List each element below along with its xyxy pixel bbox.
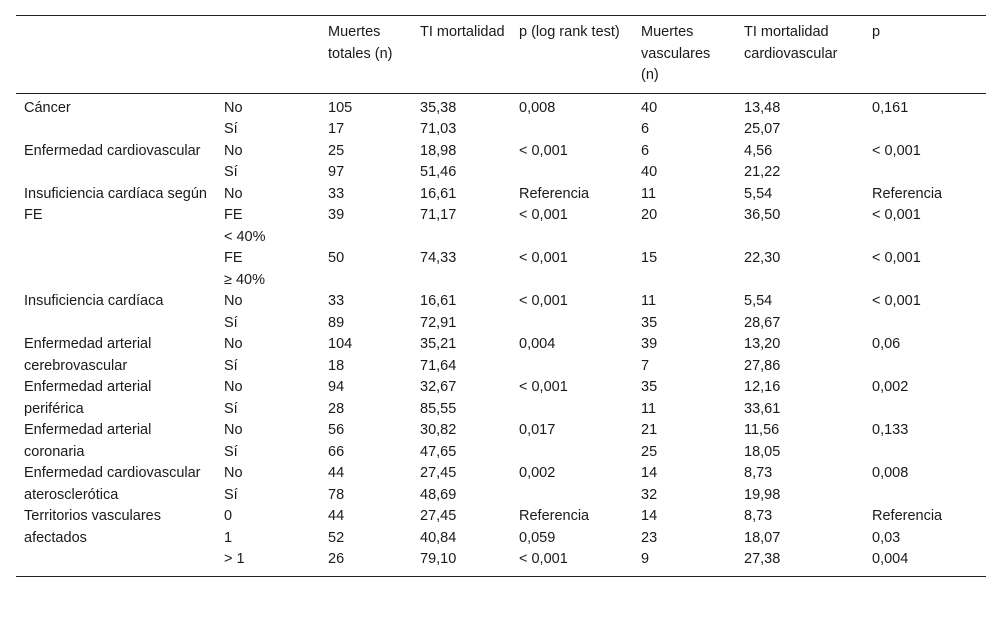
table-cell: < 0,001 (519, 207, 568, 223)
table-cell: 5,54 (744, 185, 773, 202)
column-header: TI mortalidad cardiovascular (744, 24, 838, 62)
table-cell (511, 356, 633, 378)
table-cell: Referencia (519, 185, 590, 202)
table-cell: 27,45 (420, 508, 457, 524)
table-row (16, 291, 986, 313)
category-cell: No (224, 142, 243, 159)
table-cell (864, 399, 986, 421)
table-cell: 105 (328, 99, 353, 116)
table-cell: 104 (328, 336, 353, 352)
table-cell (511, 485, 633, 507)
table-cell: 89 (328, 314, 345, 331)
category-cell: No (224, 185, 243, 202)
table-cell: 74,33 (420, 250, 457, 266)
table-cell: 11,56 (744, 422, 780, 438)
table-cell: 78 (328, 486, 345, 503)
table-cell: < 0,001 (872, 142, 921, 159)
table-cell (864, 162, 986, 184)
category-cell: FE < 40% (224, 207, 266, 245)
category-cell: No (224, 465, 243, 481)
table-cell: 25 (328, 142, 345, 159)
category-cell: Sí (224, 400, 238, 417)
category-cell: Sí (224, 443, 238, 460)
table-cell (511, 399, 633, 421)
table-header (16, 16, 986, 94)
table-cell: 11 (641, 293, 657, 309)
category-cell: 1 (224, 529, 233, 546)
category-cell: > 1 (224, 551, 245, 567)
table-cell: 85,55 (420, 400, 457, 417)
category-cell: Sí (224, 486, 238, 503)
table-cell: 97 (328, 164, 345, 180)
table-cell: 33 (328, 185, 345, 202)
table-cell: 4,56 (744, 142, 773, 159)
table-cell: 48,69 (420, 486, 457, 503)
table-cell: 0,002 (872, 379, 909, 395)
table-cell (511, 442, 633, 464)
table-cell: 27,45 (420, 465, 457, 481)
table-cell: 72,91 (420, 314, 457, 331)
table-cell (864, 485, 986, 507)
row-label: Enfermedad arterial cerebrovascular (24, 336, 152, 374)
table-cell: < 0,001 (519, 142, 568, 159)
table-cell: 79,10 (420, 551, 457, 567)
table-cell: 66 (328, 443, 345, 460)
column-header (16, 16, 216, 94)
table-cell: 8,73 (744, 465, 773, 481)
row-label: Enfermedad arterial periférica (24, 379, 152, 417)
table-cell: 0,008 (872, 465, 909, 481)
table-cell: 7 (641, 357, 650, 374)
table-cell: 14 (641, 508, 658, 524)
category-cell: No (224, 379, 243, 395)
table-cell: 44 (328, 508, 345, 524)
column-header (216, 16, 320, 94)
table-cell: 18,07 (744, 529, 781, 546)
table-cell: 0,03 (872, 529, 901, 546)
table-cell: 28,67 (744, 314, 781, 331)
category-cell: Sí (224, 164, 238, 180)
table-cell: 0,008 (519, 99, 556, 116)
table-cell (864, 356, 986, 378)
column-header: p (log rank test) (519, 24, 620, 40)
table-row (16, 506, 986, 528)
table-cell: 40 (641, 164, 658, 180)
table-cell: 12,16 (744, 379, 781, 395)
category-cell: No (224, 99, 243, 116)
mortality-table (16, 15, 986, 577)
table-cell: 94 (328, 379, 345, 395)
table-cell: 52 (328, 529, 345, 546)
table-cell: 15 (641, 250, 658, 266)
table-row (16, 93, 986, 119)
table-cell: 13,48 (744, 99, 781, 116)
table-cell: 40 (641, 99, 658, 116)
table-cell: 18 (328, 357, 345, 374)
table-cell: 0,017 (519, 422, 556, 438)
table-cell: 56 (328, 422, 345, 438)
table-cell: < 0,001 (872, 207, 921, 223)
table-cell: 16,61 (420, 185, 457, 202)
table-cell: 20 (641, 207, 658, 223)
column-header: Muertes vasculares (n) (641, 24, 711, 83)
table-cell: < 0,001 (519, 250, 568, 266)
category-cell: 0 (224, 508, 233, 524)
table-cell: 39 (641, 336, 658, 352)
table-cell: 35 (641, 379, 658, 395)
column-header: Muertes totales (n) (328, 24, 393, 62)
table-row (16, 377, 986, 399)
table-cell: 35,38 (420, 99, 457, 116)
table-cell (511, 162, 633, 184)
table-cell: 22,30 (744, 250, 781, 266)
table-cell: Referencia (872, 185, 943, 202)
row-label: Territorios vasculares afectados (24, 508, 161, 546)
table-cell: 39 (328, 207, 345, 223)
table-cell: Referencia (872, 508, 943, 524)
table-row (16, 141, 986, 163)
category-cell: No (224, 336, 243, 352)
table-row (16, 184, 986, 206)
table-cell: 17 (328, 121, 345, 137)
table-cell: 44 (328, 465, 345, 481)
table-cell: 9 (641, 551, 650, 567)
table-cell: 35 (641, 314, 658, 331)
table-cell: 0,06 (872, 336, 901, 352)
table-cell (864, 313, 986, 335)
table-cell: 0,161 (872, 99, 909, 116)
table-cell: 33,61 (744, 400, 781, 417)
table-cell: 50 (328, 250, 345, 266)
table-cell: 8,73 (744, 508, 773, 524)
table-cell (511, 119, 633, 141)
table-cell: 18,98 (420, 142, 457, 159)
table-cell (864, 442, 986, 464)
column-header: TI mortalidad (420, 24, 505, 40)
table-cell: 47,65 (420, 443, 457, 460)
table-cell: 11 (641, 400, 657, 417)
row-label: Insuficiencia cardíaca según FE (24, 185, 207, 223)
category-cell: Sí (224, 357, 238, 374)
row-label: Enfermedad cardiovascular aterosclerótica (24, 465, 201, 503)
table-cell: 32 (641, 486, 658, 503)
table-cell: 32,67 (420, 379, 457, 395)
table-cell (511, 313, 633, 335)
category-cell: No (224, 422, 243, 438)
table-cell: 30,82 (420, 422, 457, 438)
row-label: Enfermedad arterial coronaria (24, 422, 152, 460)
category-cell: Sí (224, 314, 238, 331)
table-cell: < 0,001 (872, 293, 921, 309)
table-cell: 14 (641, 465, 658, 481)
table-row (16, 463, 986, 485)
table-cell: 21 (641, 422, 658, 438)
table-cell: 33 (328, 293, 345, 309)
table-cell: Referencia (519, 508, 590, 524)
table-cell: 13,20 (744, 336, 781, 352)
column-header: p (872, 24, 881, 40)
table-cell: 5,54 (744, 293, 773, 309)
table-cell: 18,05 (744, 443, 781, 460)
table-cell: 0,002 (519, 465, 556, 481)
table-cell: 0,004 (872, 551, 909, 567)
table-cell: 16,61 (420, 293, 457, 309)
table-cell: 36,50 (744, 207, 781, 223)
table-cell: 71,64 (420, 357, 457, 374)
table-cell: 25 (641, 443, 658, 460)
table-cell: 11 (641, 185, 657, 202)
table-row (16, 420, 986, 442)
table-cell: 19,98 (744, 486, 781, 503)
table-cell: 0,059 (519, 529, 556, 546)
table-cell: < 0,001 (519, 379, 568, 395)
table-cell: 0,004 (519, 336, 556, 352)
table-cell: 6 (641, 142, 650, 159)
table-cell: 71,03 (420, 121, 457, 137)
table-cell: 6 (641, 121, 650, 137)
table-cell: 27,38 (744, 551, 781, 567)
table-cell: 27,86 (744, 357, 781, 374)
table-cell: 21,22 (744, 164, 781, 180)
table-cell: < 0,001 (519, 293, 568, 309)
row-label: Enfermedad cardiovascular (24, 142, 201, 159)
table-row (16, 334, 986, 356)
table-cell: 35,21 (420, 336, 457, 352)
table-cell: 51,46 (420, 164, 457, 180)
table-cell: 0,133 (872, 422, 909, 438)
row-label: Cáncer (24, 99, 71, 116)
table-cell: 71,17 (420, 207, 457, 223)
table-cell: 40,84 (420, 529, 457, 546)
table-cell: 25,07 (744, 121, 781, 137)
table-cell: 26 (328, 551, 345, 567)
table-cell: 23 (641, 529, 658, 546)
category-cell: Sí (224, 121, 238, 137)
table-cell (864, 119, 986, 141)
header-row (16, 16, 986, 94)
category-cell: FE ≥ 40% (224, 250, 266, 288)
table-cell: 28 (328, 400, 345, 417)
table-cell: < 0,001 (519, 551, 568, 567)
row-label: Insuficiencia cardíaca (24, 293, 164, 309)
table-cell: < 0,001 (872, 250, 921, 266)
table-body (16, 93, 986, 576)
category-cell: No (224, 293, 243, 309)
